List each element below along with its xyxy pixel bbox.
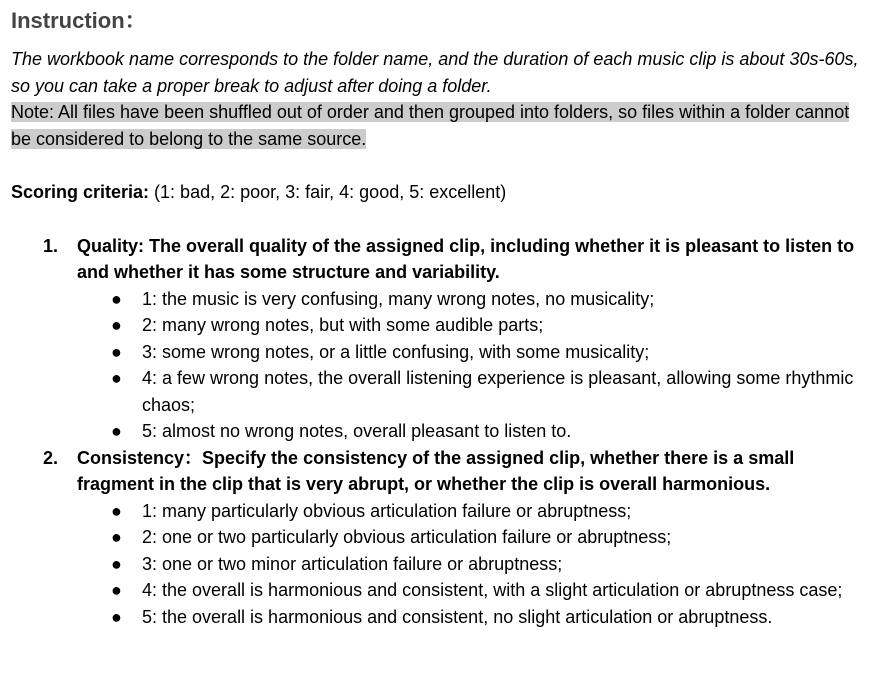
level-item [11,524,871,551]
level-item [11,604,871,631]
bullet-icon: ● [111,553,122,574]
bullet-icon: ● [111,421,122,441]
level-text: 4: the overall is harmonious and consistent, with a slight articulation or abruptness case; [142,580,843,600]
criterion-title: Quality: The overall quality of the assigned clip, including whether it is pleasant to listen to and whether it has some structure and variability. [77,235,855,282]
instruction-heading: Instruction： [11,8,147,33]
level-text: 2: many wrong notes, but with some audible parts; [142,315,544,335]
level-text: 2: one or two particularly obvious articulation failure or abruptness; [142,527,672,547]
instruction-note: Note: All files have been shuffled out of order and then grouped into folders, so files within a folder cannot be considered to belong to the same source. [11,102,850,149]
criterion-quality [11,233,871,445]
level-item [11,498,871,525]
bullet-icon: ● [111,606,122,627]
level-text: 1: many particularly obvious articulation failure or abruptness; [142,500,632,521]
bullet-icon: ● [111,315,122,335]
criterion-number: 2. [43,447,59,468]
level-item [11,286,871,313]
level-item [11,577,871,604]
level-item [11,551,871,578]
level-text: 5: the overall is harmonious and consistent, no slight articulation or abruptness. [142,606,773,627]
bullet-icon: ● [111,500,122,521]
level-item [11,365,871,418]
criterion-title: Consistency：Specify the consistency of the assigned clip, whether there is a small fragment in the clip that is very abrupt, or whether the clip is overall harmonious. [77,447,795,494]
level-item [11,418,871,445]
scoring-criteria-label: Scoring criteria: [11,182,150,202]
bullet-icon: ● [111,580,122,600]
scoring-criteria-line [11,179,871,206]
quality-levels [77,286,871,445]
criteria-list [11,233,871,631]
criterion-number: 1. [43,235,59,256]
level-item [11,339,871,366]
level-text: 1: the music is very confusing, many wrong notes, no musicality; [142,288,655,309]
bullet-icon: ● [111,527,122,547]
level-text: 4: a few wrong notes, the overall listening experience is pleasant, allowing some rhythmic chaos; [142,368,854,415]
level-text: 3: one or two minor articulation failure or abruptness; [142,553,563,574]
level-text: 5: almost no wrong notes, overall pleasant to listen to. [142,421,572,441]
criterion-consistency [11,445,871,631]
bullet-icon: ● [111,368,122,388]
scoring-scale: (1: bad, 2: poor, 3: fair, 4: good, 5: excellent) [149,182,507,202]
instruction-document [11,6,871,630]
consistency-levels [77,498,871,631]
bullet-icon: ● [111,288,122,309]
level-item [11,312,871,339]
bullet-icon: ● [111,341,122,362]
instruction-description: The workbook name corresponds to the folder name, and the duration of each music clip is about 30s-60s, so you can take a proper break to adjust after doing a folder. [11,49,859,96]
level-text: 3: some wrong notes, or a little confusing, with some musicality; [142,341,650,362]
